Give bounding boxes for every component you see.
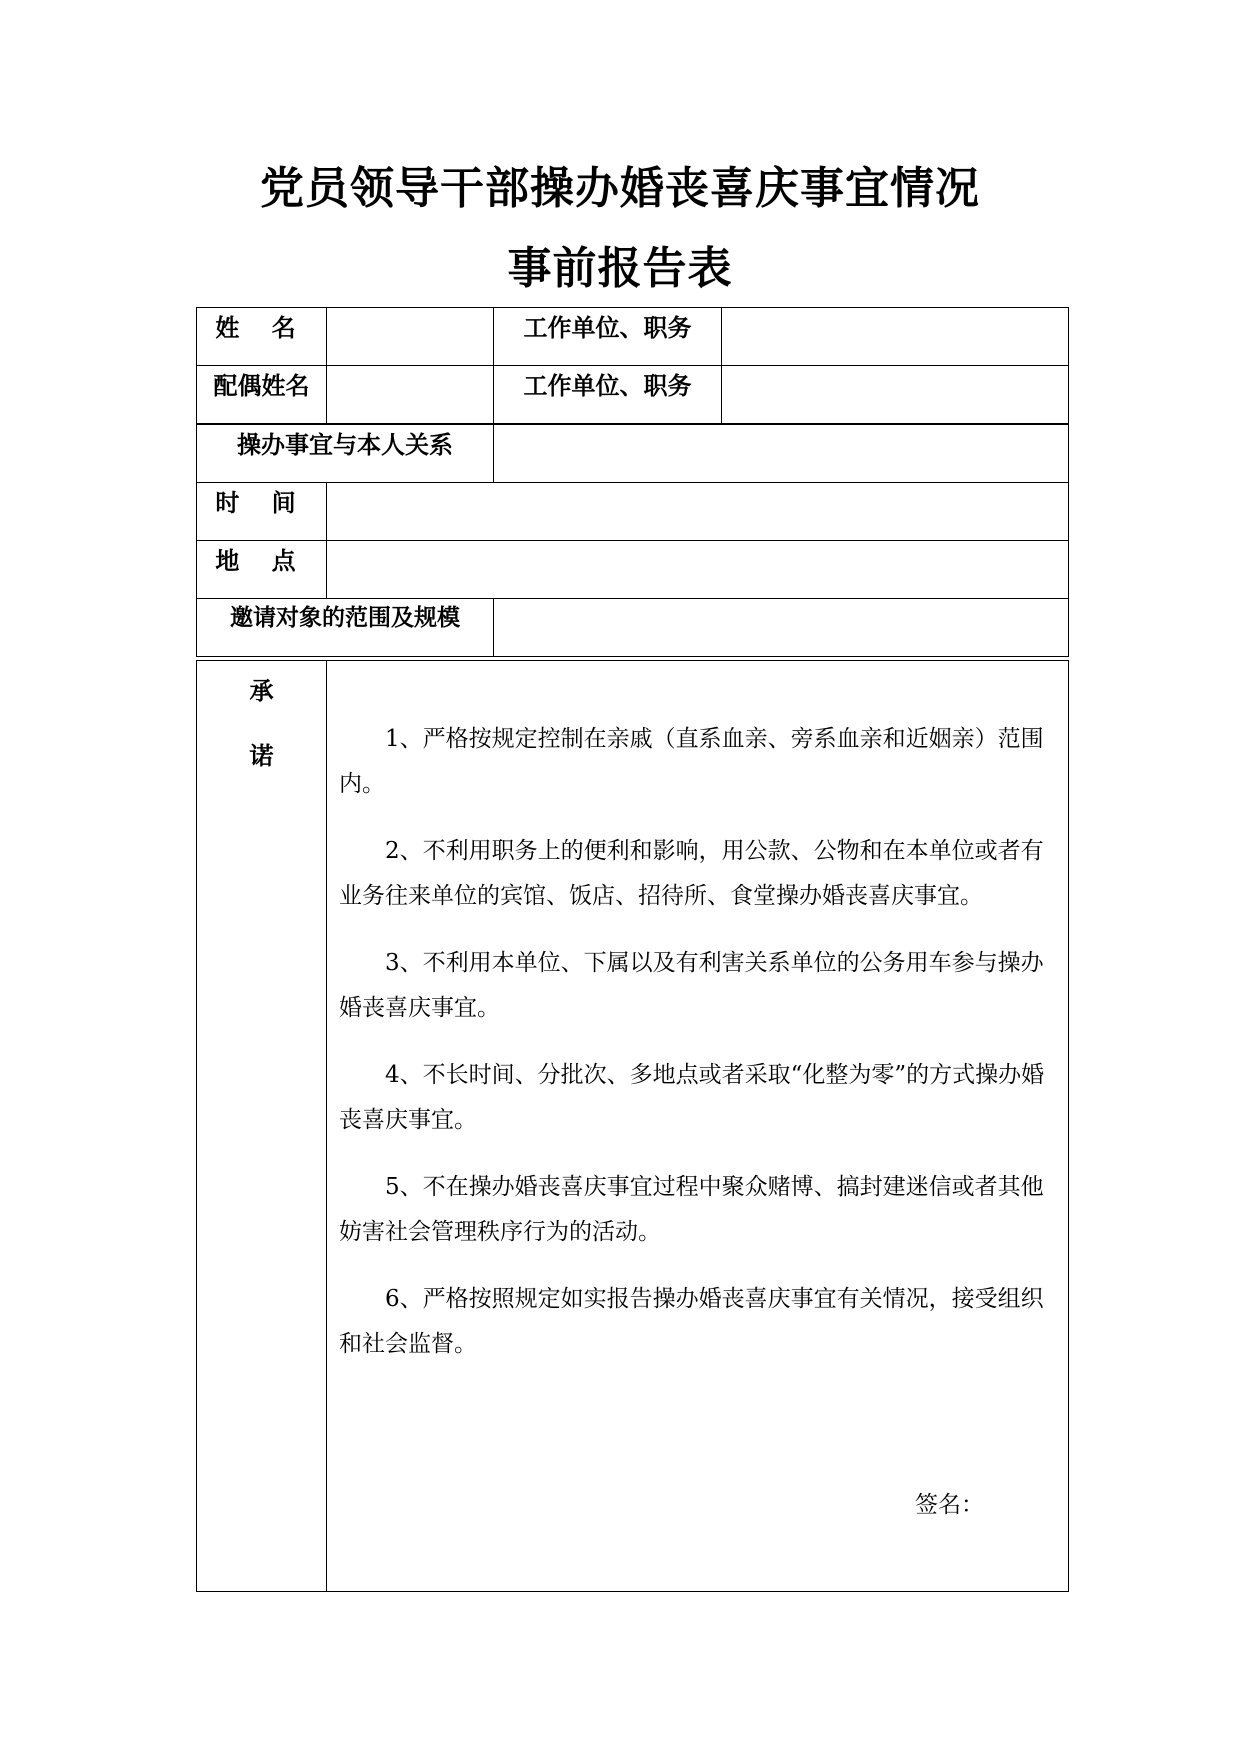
promise-label-char2: 诺 (249, 742, 274, 770)
document-title-line1: 党员领导干部操办婚丧喜庆事宜情况 (260, 163, 980, 214)
promise-item-3: 3、不利用本单位、下属以及有利害关系单位的公务用车参与操办婚丧喜庆事宜。 (339, 950, 1044, 1021)
name-label: 姓 名 (197, 308, 327, 366)
invite-scope-field[interactable] (494, 599, 1069, 657)
promise-item-2: 2、不利用职务上的便利和影响，用公款、公物和在本单位或者有业务往来单位的宾馆、饭店、招待所、食堂操办婚丧喜庆事宜。 (339, 838, 1044, 909)
time-label: 时 间 (197, 483, 327, 541)
promise-item-1: 1、严格按规定控制在亲戚（直系血亲、旁系血亲和近姻亲）范围内。 (339, 726, 1044, 797)
time-field[interactable] (327, 483, 1069, 541)
promise-cell (327, 661, 1069, 1592)
promise-item-6: 6、严格按照规定如实报告操办婚丧喜庆事宜有关情况，接受组织和社会监督。 (339, 1286, 1044, 1357)
report-form-table (196, 307, 1069, 424)
name-field[interactable] (327, 308, 494, 366)
invite-scope-label: 邀请对象的范围及规模 (197, 599, 494, 657)
document-title-line2: 事前报告表 (507, 243, 733, 294)
relation-field[interactable] (494, 425, 1069, 483)
promise-label (197, 661, 327, 1592)
promise-item-5: 5、不在操办婚丧喜庆事宜过程中聚众赌博、搞封建迷信或者其他妨害社会管理秩序行为的活动。 (339, 1174, 1044, 1245)
spouse-work-unit-field[interactable] (722, 366, 1069, 424)
work-unit-field[interactable] (722, 308, 1069, 366)
place-field[interactable] (327, 541, 1069, 599)
report-form-table-lower (196, 424, 1069, 657)
spouse-work-unit-label: 工作单位、职务 (494, 366, 722, 424)
promise-table (196, 660, 1069, 1592)
spouse-name-label: 配偶姓名 (197, 366, 327, 424)
work-unit-label: 工作单位、职务 (494, 308, 722, 366)
promise-label-char1: 承 (249, 677, 274, 705)
relation-label: 操办事宜与本人关系 (197, 425, 494, 483)
place-label: 地 点 (197, 541, 327, 599)
promise-body (327, 661, 1068, 1591)
spouse-name-field[interactable] (327, 366, 494, 424)
signature-label: 签名： (915, 1492, 984, 1518)
promise-item-4: 4、不长时间、分批次、多地点或者采取“化整为零”的方式操办婚丧喜庆事宜。 (339, 1062, 1045, 1133)
